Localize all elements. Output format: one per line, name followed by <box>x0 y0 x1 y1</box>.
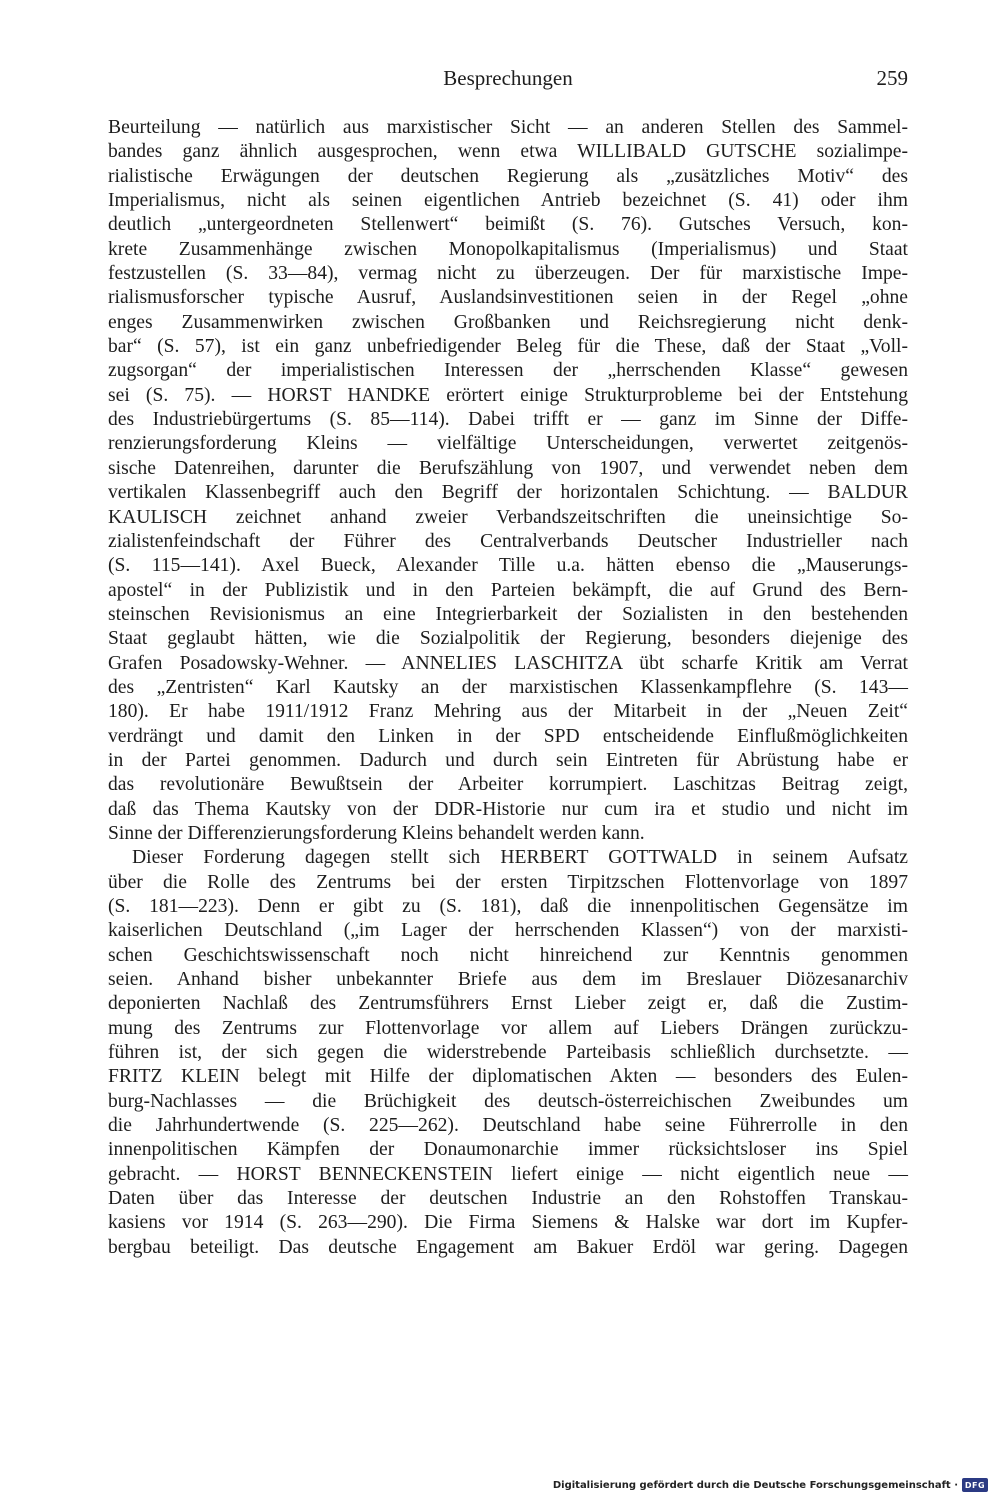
text-line: mung des Zentrums zur Flottenvorlage vor allem auf Liebers Drängen zurückzu- <box>108 1017 908 1039</box>
text-line: innenpolitischen Kämpfen der Donaumonarchie immer rücksichtsloser ins Spiel <box>108 1139 908 1161</box>
text-line: schen Geschichtswissenschaft noch nicht hinreichend zur Kenntnis genommen <box>108 944 908 966</box>
text-line: rialistische Erwägungen der deutschen Regierung als „zusätzliches Motiv“ des <box>108 165 908 187</box>
text-line: Imperialismus, nicht als seinen eigentlichen Antrieb bezeichnet (S. 41) oder ihm <box>108 190 908 212</box>
text-line: festzustellen (S. 33—84), vermag nicht zu überzeugen. Der für marxistische Impe- <box>108 263 908 285</box>
text-line: Beurteilung — natürlich aus marxistischer Sicht — an anderen Stellen des Sammel- <box>108 117 908 138</box>
text-line: Staat geglaubt hätten, wie die Sozialpolitik der Regierung, besonders diejenige des <box>108 628 908 650</box>
text-line: in der Partei genommen. Dadurch und durch sein Eintreten für Abrüstung habe er <box>108 749 908 771</box>
text-line: des „Zentristen“ Karl Kautsky an der marxistischen Klassenkampflehre (S. 143— <box>108 676 908 698</box>
dfg-logo-label: DFG <box>964 1480 986 1490</box>
text-line: vertikalen Klassenbegriff auch den Begriff der horizontalen Schichtung. — BALDUR <box>108 482 908 504</box>
dfg-logo <box>962 1478 988 1492</box>
text-line: (S. 181—223). Denn er gibt zu (S. 181), daß die innenpolitischen Gegensätze im <box>108 896 908 917</box>
text-line: zugsorgan“ der imperialistischen Interessen der „herrschenden Klasse“ gewesen <box>108 360 908 382</box>
funding-notice: Digitalisierung gefördert durch die Deutsche Forschungsgemeinschaft · <box>552 1479 958 1491</box>
text-line: krete Zusammenhänge zwischen Monopolkapitalismus (Imperialismus) und Staat <box>108 238 908 260</box>
text-line: bandes ganz ähnlich ausgesprochen, wenn etwa WILLIBALD GUTSCHE sozialimpe- <box>108 141 908 163</box>
text-line: kaiserlichen Deutschland („im Lager der herrschenden Klassen“) von der marxisti- <box>108 920 908 942</box>
text-line: deponierten Nachlaß des Zentrumsführers Ernst Lieber zeigt er, daß die Zustim- <box>108 993 908 1015</box>
text-line: seien. Anhand bisher unbekannter Briefe aus dem im Breslauer Diözesanarchiv <box>108 969 908 991</box>
text-line: über die Rolle des Zentrums bei der ersten Tirpitzschen Flottenvorlage von 1897 <box>108 871 908 893</box>
text-line: daß das Thema Kautsky von der DDR-Historie nur cum ira et studio und nicht im <box>108 798 908 820</box>
text-line: rialismusforscher typische Ausruf, Auslandsinvestitionen seien in der Regel „ohne <box>108 287 908 309</box>
text-line: renzierungsforderung Kleins — vielfältige Unterscheidungen, verwertet zeitgenös- <box>108 433 908 455</box>
text-line: Grafen Posadowsky-Wehner. — ANNELIES LASCHITZA übt scharfe Kritik am Verrat <box>108 652 908 674</box>
text-line: FRITZ KLEIN belegt mit Hilfe der diplomatischen Akten — besonders des Eulen- <box>108 1066 908 1088</box>
text-line: Dieser Forderung dagegen stellt sich HERBERT GOTTWALD in seinem Aufsatz <box>132 847 908 869</box>
text-line: führen ist, der sich gegen die widerstrebende Parteibasis schließlich durchsetzte. — <box>108 1042 908 1064</box>
text-line: 180). Er habe 1911/1912 Franz Mehring aus der Mitarbeit in der „Neuen Zeit“ <box>108 701 908 723</box>
text-line: des Industriebürgertums (S. 85—114). Dabei trifft er — ganz im Sinne der Diffe- <box>108 409 908 431</box>
digitization-footer <box>553 1478 988 1492</box>
text-line: burg-Nachlasses — die Brüchigkeit des deutsch-österreichischen Zweibundes um <box>108 1090 908 1112</box>
text-line: deutlich „untergeordneten Stellenwert“ beimißt (S. 76). Gutsches Versuch, kon- <box>108 214 908 236</box>
text-line: steinschen Revisionismus an eine Integrierbarkeit der Sozialisten in den bestehenden <box>108 603 908 625</box>
text-line: verdrängt und damit den Linken in der SPD entscheidende Einflußmöglichkeiten <box>108 725 908 747</box>
text-line: Sinne der Differenzierungsforderung Kleins behandelt werden kann. <box>108 822 645 844</box>
running-head <box>108 66 908 96</box>
text-line: Daten über das Interesse der deutschen Industrie an den Rohstoffen Transkau- <box>108 1188 908 1210</box>
body-text <box>108 116 908 1260</box>
running-title: Besprechungen <box>443 66 573 90</box>
text-line: sei (S. 75). — HORST HANDKE erörtert einige Strukturprobleme bei der Entstehung <box>108 384 908 406</box>
text-line: kasiens vor 1914 (S. 263—290). Die Firma Siemens & Halske war dort im Kupfer- <box>108 1212 908 1234</box>
text-line: das revolutionäre Bewußtsein der Arbeiter korrumpiert. Laschitzas Beitrag zeigt, <box>108 774 908 796</box>
page-number: 259 <box>876 66 908 90</box>
text-line: (S. 115—141). Axel Bueck, Alexander Tille u.a. hätten ebenso die „Mauserungs- <box>108 555 908 577</box>
text-line: bergbau beteiligt. Das deutsche Engagement am Bakuer Erdöl war gering. Dagegen <box>108 1236 908 1258</box>
text-line: apostel“ in der Publizistik und in den Parteien bekämpft, die auf Grund des Bern- <box>108 579 908 601</box>
text-line: KAULISCH zeichnet anhand zweier Verbandszeitschriften die uneinsichtige So- <box>108 506 908 528</box>
text-line: gebracht. — HORST BENNECKENSTEIN liefert einige — nicht eigentlich neue — <box>108 1163 908 1185</box>
text-line: zialistenfeindschaft der Führer des Centralverbands Deutscher Industrieller nach <box>108 530 908 552</box>
text-line: bar“ (S. 57), ist ein ganz unbefriedigender Beleg für die These, daß der Staat „Voll- <box>108 336 908 358</box>
text-line: die Jahrhundertwende (S. 225—262). Deutschland habe seine Führerrolle in den <box>108 1115 908 1137</box>
text-line: enges Zusammenwirken zwischen Großbanken und Reichsregierung nicht denk- <box>108 311 908 333</box>
text-line: sische Datenreihen, darunter die Berufszählung von 1907, und verwendet neben dem <box>108 457 908 479</box>
